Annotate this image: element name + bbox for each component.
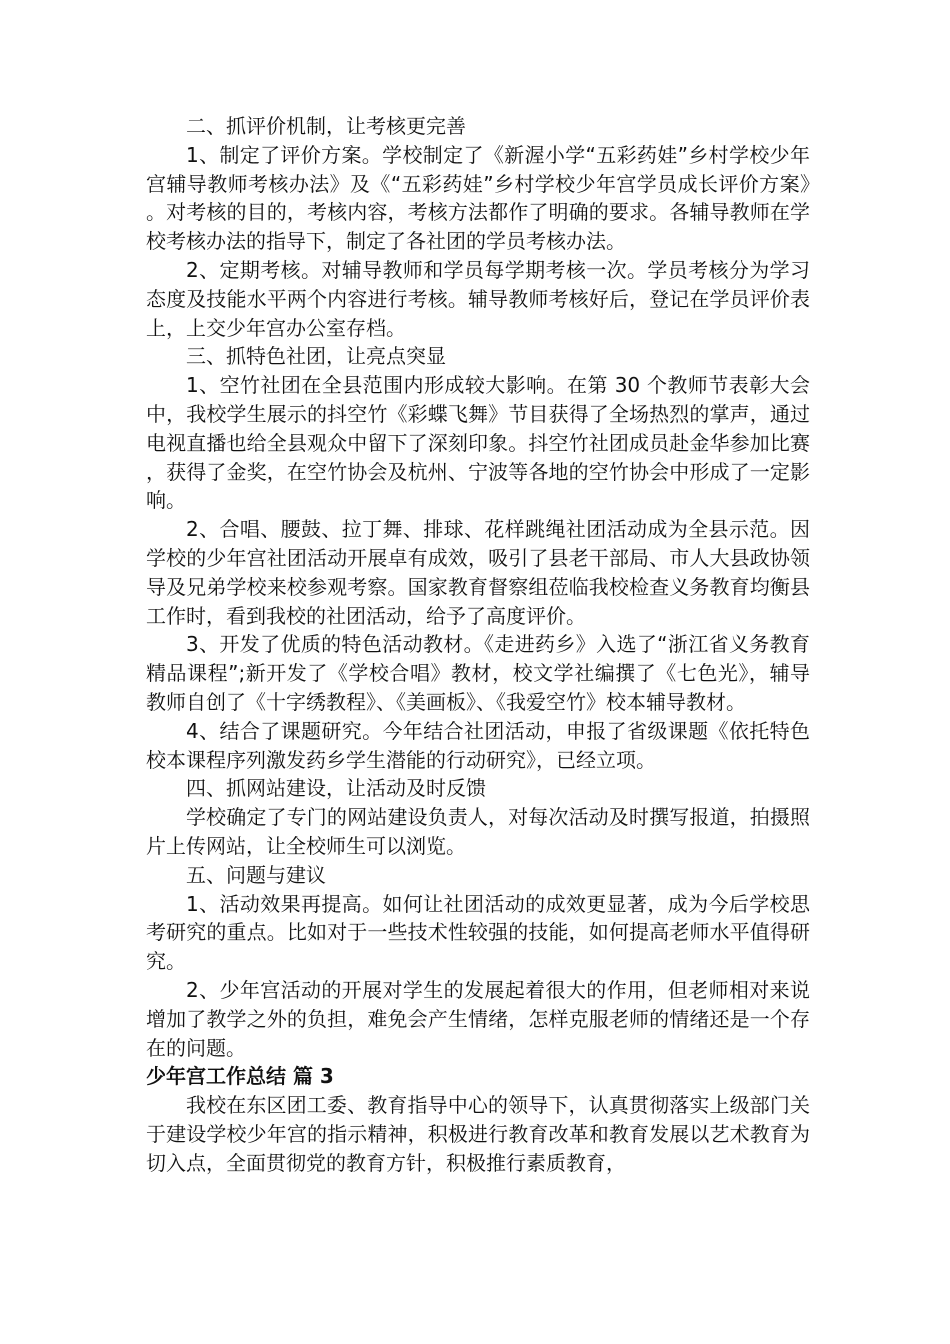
paragraph-teacher-burden: 2、少年宫活动的开展对学生的发展起着很大的作用，但老师相对来说增加了教学之外的负担，难免会产生情绪，怎样克服老师的情绪还是一个存在的问题。 [146, 977, 810, 1060]
paragraph-website-manager: 学校确定了专门的网站建设负责人，对每次活动及时撰写报道，拍摄照片上传网站，让全校师生可以浏览。 [146, 805, 810, 858]
paragraph-research-project: 4、结合了课题研究。今年结合社团活动，申报了省级课题《依托特色校本课程序列激发药乡学生潜能的行动研究》，已经立项。 [146, 718, 810, 772]
section-title: 少年宫工作总结 篇 3 [146, 1064, 334, 1089]
document-body [146, 112, 810, 1177]
paragraph-diabolo-club: 1、空竹社团在全县范围内形成较大影响。在第 30 个教师节表彰大会中，我校学生展示的抖空竹《彩蝶飞舞》节目获得了全场热烈的掌声，通过电视直播也给全县观众中留下了深刻印象。抖空竹社团成员赴金华参加比赛，获得了金奖，在空竹协会及杭州、宁波等各地的空竹协会中形成了一定影响。 [146, 373, 810, 513]
paragraph-model-clubs: 2、合唱、腰鼓、拉丁舞、排球、花样跳绳社团活动成为全县示范。因学校的少年宫社团活动开展卓有成效，吸引了县老干部局、市人大县政协领导及兄弟学校来校参观考察。国家教育督察组莅临我校检查义务教育均衡县工作时，看到我校的社团活动，给予了高度评价。 [146, 517, 810, 628]
paragraph-activity-effect: 1、活动效果再提高。如何让社团活动的成效更显著，成为今后学校思考研究的重点。比如对于一些技术性较强的技能，如何提高老师水平值得研究。 [146, 891, 810, 974]
heading-problems-suggestions: 五、问题与建议 [186, 862, 326, 887]
paragraph-teaching-materials: 3、开发了优质的特色活动教材。《走进药乡》入选了“浙江省义务教育精品课程”;新开发了《学校合唱》教材，校文学社编撰了《七色光》，辅导教师自创了《十字绣教程》、《美画板》、《我爱空竹》校本辅导教材。 [146, 632, 810, 714]
heading-evaluation-mechanism: 二、抓评价机制，让考核更完善 [186, 114, 466, 138]
paragraph-evaluation-plan: 1、制定了评价方案。学校制定了《新渥小学“五彩药娃”乡村学校少年宫辅导教师考核办法》及《“五彩药娃”乡村学校少年宫学员成长评价方案》。对考核的目的，考核内容，考核方法都作了明确的要求。各辅导教师在学校考核办法的指导下，制定了各社团的学员考核办法。 [146, 142, 810, 254]
paragraph-section-intro: 我校在东区团工委、教育指导中心的领导下，认真贯彻落实上级部门关于建设学校少年宫的指示精神，积极进行教育改革和教育发展以艺术教育为切入点，全面贯彻党的教育方针，积极推行素质教育， [146, 1093, 810, 1175]
heading-website-building: 四、抓网站建设，让活动及时反馈 [186, 776, 486, 801]
paragraph-regular-assessment: 2、定期考核。对辅导教师和学员每学期考核一次。学员考核分为学习态度及技能水平两个内容进行考核。辅导教师考核好后，登记在学员评价表上，上交少年宫办公室存档。 [146, 257, 810, 340]
heading-featured-clubs: 三、抓特色社团，让亮点突显 [186, 344, 446, 369]
